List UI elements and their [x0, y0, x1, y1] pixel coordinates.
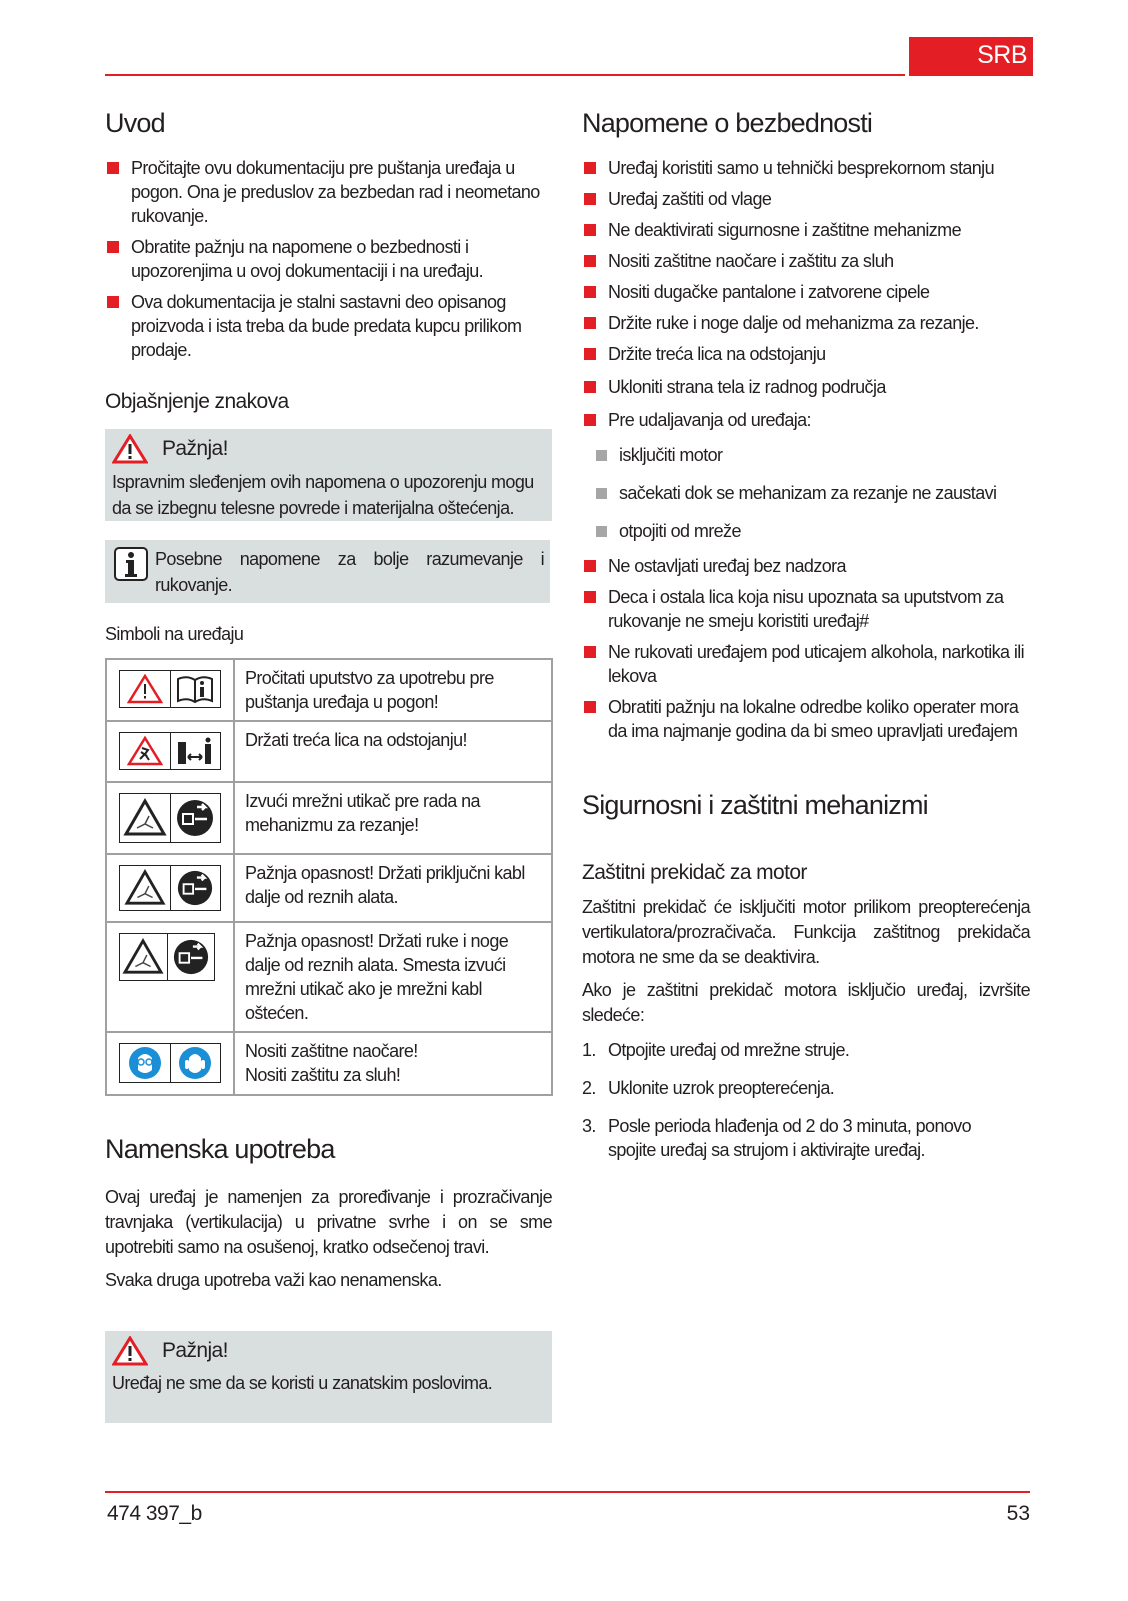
step-text: Uklonite uzrok preopterećenja.	[608, 1078, 835, 1098]
blade-warning-icon	[120, 794, 170, 842]
list-item: Nositi dugačke pantalone i zatvorene cipele	[582, 280, 1032, 304]
list-item: Pre udaljavanja od uređaja:	[582, 408, 1032, 432]
subsection-title-prekidac: Zaštitni prekidač za motor	[582, 861, 807, 884]
section-title-znakovi: Objašnjenje znakova	[105, 390, 289, 413]
unplug-icon	[170, 794, 221, 842]
step-text: Otpojite uređaj od mrežne struje.	[608, 1040, 850, 1060]
list-item: Držite ruke i noge dalje od mehanizma za rezanje.	[582, 311, 1032, 335]
table-row	[106, 1032, 552, 1095]
symbol-description: Nositi zaštitu za sluh!	[245, 1065, 401, 1085]
table-row	[106, 782, 552, 854]
paragraph: Ako je zaštitni prekidač motora isključio uređaj, izvršite sledeće:	[582, 980, 1030, 1025]
sub-list-item: isključiti motor	[582, 443, 1032, 467]
warning-text: Uređaj ne sme da se koristi u zanatskim poslovima.	[112, 1373, 493, 1393]
warning-text: Ispravnim sleđenjem ovih napomena o upozorenju mogu da se izbegnu telesne povrede i materijalna oštećenja.	[112, 472, 534, 518]
info-icon	[113, 546, 149, 582]
section-title-sigurnosni: Sigurnosni i zaštitni mehanizmi	[582, 790, 928, 820]
step-item	[582, 1076, 1002, 1100]
symbol-description: Držati treća lica na odstojanju!	[234, 721, 552, 782]
symbol-description: Nositi zaštitne naočare!	[245, 1041, 418, 1061]
blade-warning-icon	[120, 934, 167, 980]
step-number: 2.	[582, 1078, 596, 1098]
step-number: 3.	[582, 1116, 596, 1136]
manual-icon	[170, 671, 221, 707]
list-item: Ova dokumentacija je stalni sastavni deo opisanog proizvoda i ista treba da bude predata kupcu prilikom prodaje.	[105, 290, 555, 362]
warning-title: Pažnja!	[162, 437, 228, 460]
goggles-icon	[120, 1044, 170, 1082]
step-number: 1.	[582, 1040, 596, 1060]
list-item: Nositi zaštitne naočare i zaštitu za sluh	[582, 249, 1032, 273]
section-title-namenska: Namenska upotreba	[105, 1134, 335, 1164]
warning-box	[105, 429, 552, 521]
sub-list-item: otpojiti od mreže	[582, 519, 1032, 543]
list-item: Ne rukovati uređajem pod uticajem alkohola, narkotika ili lekova	[582, 640, 1032, 688]
list-item: Deca i ostala lica koja nisu upoznata sa uputstvom za rukovanje ne smeju koristiti uređaj#	[582, 585, 1032, 633]
warning-box	[105, 1331, 552, 1423]
symbols-table	[105, 658, 553, 1096]
unplug-icon	[170, 866, 221, 910]
language-tab: SRB	[909, 37, 1033, 76]
symbol-description: Pažnja opasnost! Držati priključni kabl dalje od reznih alata.	[234, 854, 552, 922]
uvod-list	[105, 156, 555, 369]
paragraph: Svaka druga upotreba važi kao nenamenska.	[105, 1270, 442, 1290]
section-title-uvod: Uvod	[105, 108, 165, 138]
list-item: Obratiti pažnju na lokalne odredbe koliko operater mora da ima najmanje godina da bi smeo upravljati uređajem	[582, 695, 1032, 743]
warning-icon	[112, 1336, 148, 1366]
list-item: Obratite pažnju na napomene o bezbednosti i upozorenjima u ovoj dokumentaciji i na uređaju.	[105, 235, 555, 283]
safety-list	[582, 156, 1032, 750]
paragraph: Zaštitni prekidač će isključiti motor prilikom preopterećenja vertikulatora/prozračivača. Funkcija zaštitnog prekidača motora ne sme da se deaktivira.	[582, 897, 1030, 967]
table-row	[106, 922, 552, 1032]
document-id: 474 397_b	[107, 1502, 202, 1525]
keep-distance-icon	[170, 733, 221, 769]
step-item	[582, 1114, 1002, 1162]
section-title-napomene: Napomene o bezbednosti	[582, 108, 873, 138]
list-item: Uređaj koristiti samo u tehnički besprekornom stanju	[582, 156, 1032, 180]
thrown-objects-warning-icon	[120, 733, 170, 769]
list-item: Držite treća lica na odstojanju	[582, 342, 1032, 366]
blade-warning-icon	[120, 866, 170, 910]
sub-list-item: sačekati dok se mehanizam za rezanje ne zaustavi	[582, 481, 1032, 505]
symbol-description: Pročitati uputstvo za upotrebu pre puštanja uređaja u pogon!	[234, 659, 552, 721]
section-title-simboli: Simboli na uređaju	[105, 624, 244, 644]
list-item: Uređaj zaštiti od vlage	[582, 187, 1032, 211]
table-row	[106, 721, 552, 782]
list-item: Ne ostavljati uređaj bez nadzora	[582, 554, 1032, 578]
table-row	[106, 659, 552, 721]
symbol-description: Pažnja opasnost! Držati ruke i noge dalje od reznih alata. Smesta izvući mrežni utikač ako je mrežni kabl oštećen.	[234, 922, 552, 1032]
list-item: Ukloniti strana tela iz radnog područja	[582, 375, 1032, 399]
warning-title: Pažnja!	[162, 1339, 228, 1362]
list-item: Ne deaktivirati sigurnosne i zaštitne mehanizme	[582, 218, 1032, 242]
table-row	[106, 854, 552, 922]
step-text: Posle perioda hlađenja od 2 do 3 minuta, ponovo spojite uređaj sa strujom i aktivirajte uređaj.	[608, 1116, 972, 1160]
step-item	[582, 1038, 1002, 1062]
header-rule	[105, 74, 905, 76]
symbol-description: Izvući mrežni utikač pre rada na mehanizmu za rezanje!	[234, 782, 552, 854]
info-box	[105, 540, 550, 603]
warning-icon	[120, 671, 170, 707]
steps-list	[582, 1038, 1002, 1176]
ear-protection-icon	[170, 1044, 221, 1082]
info-text: Posebne napomene za bolje razumevanje i rukovanje.	[155, 549, 544, 595]
warning-icon	[112, 434, 148, 464]
page-number: 53	[1006, 1502, 1030, 1525]
list-item: Pročitajte ovu dokumentaciju pre puštanja uređaja u pogon. Ona je preduslov za bezbedan rad i neometano rukovanje.	[105, 156, 555, 228]
paragraph: Ovaj uređaj je namenjen za proređivanje i prozračivanje travnjaka (vertikulacija) u privatne svrhe i on se sme upotrebiti samo na osušenoj, kratko odsečenoj travi.	[105, 1187, 552, 1257]
unplug-icon	[167, 934, 215, 980]
footer-rule	[105, 1491, 1030, 1493]
